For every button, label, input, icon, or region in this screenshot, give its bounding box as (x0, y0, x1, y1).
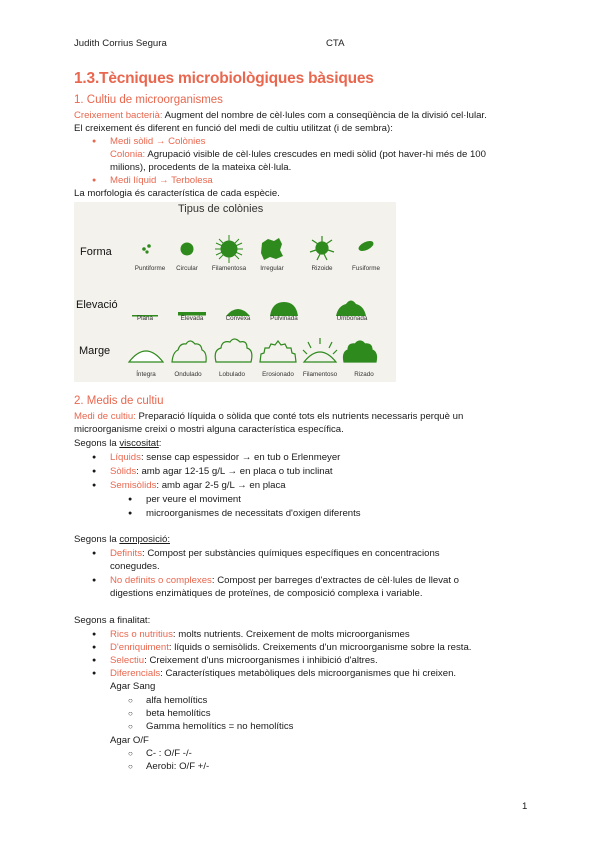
colonia-line1 (110, 148, 486, 162)
semi-sub2: ● microorganismes de necessitats d'oxigen diferents (146, 507, 361, 521)
nodef-line2: digestions enzimàtiques de proteïnes, de composició complexa i variable. (110, 588, 423, 599)
enr-term: D'enriquiment (110, 642, 169, 653)
colony-figure-svg (74, 202, 396, 382)
caption-filamentosa: Filamentosa (211, 265, 247, 272)
nodef-term: No definits o complexes (110, 575, 212, 586)
figure-row-elevacio: Elevació (76, 299, 118, 311)
liquids-term: Líquids (110, 452, 141, 463)
caption-filamentoso: Filamentoso (302, 371, 338, 378)
header-subject: CTA (326, 38, 345, 49)
gamma-hemolitics: ○ Gamma hemolítics = no hemolítics (146, 720, 293, 734)
caption-fusiforme: Fusiforme (352, 265, 380, 272)
section2-def-line1 (74, 410, 463, 424)
section1-line2: El creixement és diferent en funció del medi de cultiu utilitzat (i de sembra): (74, 123, 393, 134)
section1-definition (74, 109, 487, 123)
solids-term: Sòlids (110, 466, 137, 477)
bullet-medi-solid: ● Medi sòlid → Colònies (110, 135, 205, 149)
def-text: Augment del nombre de cèl·lules com a conseqüència de la divisió cel·lular. (162, 110, 487, 121)
agar-of: Agar O/F (110, 735, 149, 746)
colony-types-figure (74, 202, 396, 382)
nodef-text1: : Compost per barreges d'extractes de cèl·lules de llevat o (211, 575, 459, 586)
shape-fusiforme (357, 239, 375, 253)
finalitat-intro: Segons a finalitat: (74, 615, 151, 626)
alfa-hemolitics: ○ alfa hemolítics (146, 694, 207, 708)
colonia-text1: Agrupació visible de cèl·lules crescudes en medi sòlid (pot haver-hi més de 100 (145, 149, 486, 160)
visc-intro-text: Segons la (74, 438, 120, 449)
visc-colon: : (158, 438, 162, 449)
comp-word: composició: (119, 534, 170, 545)
shape-filamentoso (303, 338, 337, 362)
aerobi: ○ Aerobi: O/F +/- (146, 760, 209, 774)
bullet-solids (110, 465, 333, 479)
colonia-line2: milions), procedents de la mateixa cèl·lula. (110, 162, 292, 173)
beta-hemolitics: ○ beta hemolítics (146, 707, 211, 721)
shape-circular (181, 243, 194, 256)
enr-text: : líquids o semisòlids. Creixements d'un microorganisme sobre la resta. (168, 642, 472, 653)
figure-row-forma: Forma (80, 246, 112, 258)
figure-title: Tipus de colònies (178, 203, 264, 215)
header-author: Judith Corrius Segura (74, 38, 167, 49)
shape-lobulado (215, 339, 252, 362)
dif-text: : Característiques metabòliques dels microorganismes que hi creixen. (160, 668, 457, 679)
shape-integra (129, 351, 163, 362)
semi-term: Semisòlids (110, 480, 157, 491)
visc-word: viscositat (119, 438, 159, 449)
caption-rizoide: Rizoide (311, 265, 333, 272)
section2-def-line2: microorganisme creixi o mostri alguna característica específica. (74, 424, 344, 435)
bullet-no-definits (110, 574, 459, 588)
agar-sang: Agar Sang (110, 681, 156, 692)
caption-lobulado: Lobulado (219, 371, 245, 378)
c-minus: ○ C- : O/F -/- (146, 747, 192, 761)
bullet-semisolids (110, 479, 286, 493)
caption-rizado: Rizado (354, 371, 374, 378)
rics-text: : molts nutrients. Creixement de molts microorganismes (172, 629, 410, 640)
bullet-enriquiment (110, 641, 471, 655)
caption-integra: Íntegra (136, 371, 156, 378)
shape-rizoide (310, 236, 334, 260)
rics-term: Rics o nutritius (110, 629, 173, 640)
def-term: Creixement bacterià: (74, 110, 163, 121)
page-title: 1.3.Tècniques microbiològiques bàsiques (74, 70, 374, 87)
colonia-term: Colonia: (110, 149, 146, 160)
definits-text1: : Compost per substàncies químiques específiques en concentracions (142, 548, 440, 559)
caption-umbonada: Umbonada (336, 315, 368, 322)
caption-convexa: Convexa (225, 315, 251, 322)
shape-puntiforme-2 (147, 244, 151, 248)
caption-ondulado: Ondulado (174, 371, 202, 378)
sel-text: : Creixement d'uns microorganismes i inhibició d'altres. (144, 655, 378, 666)
definits-term: Definits (110, 548, 142, 559)
caption-irregular: Irregular (260, 265, 284, 272)
section2-heading: 2. Medis de cultiu (74, 395, 164, 407)
sel-term: Selectiu (110, 655, 145, 666)
caption-pulvinada: Pulvinada (270, 315, 298, 322)
semi-sub1: ● per veure el moviment (146, 493, 241, 507)
shape-rizado (344, 341, 377, 362)
medi-cultiu-term: Medi de cultiu: (74, 411, 136, 422)
bullet-rics (110, 628, 410, 642)
shape-erosionado (260, 341, 296, 362)
dif-term: Diferencials (110, 668, 161, 679)
medi-cultiu-text1: Preparació líquida o sòlida que conté tots els nutrients necessaris perquè un (135, 411, 464, 422)
bullet-diferencials (110, 667, 456, 681)
definits-line2: conegudes. (110, 561, 160, 572)
shape-filamentosa (215, 235, 243, 263)
bullet-definits (110, 547, 440, 561)
section1-heading: 1. Cultiu de microorganismes (74, 94, 223, 106)
caption-puntiforme: Puntiforme (134, 265, 166, 272)
comp-intro-text: Segons la (74, 534, 120, 545)
caption-plana: Plana (136, 315, 154, 322)
page-number: 1 (522, 801, 528, 812)
composicio-intro (74, 533, 170, 547)
shape-ondulado (172, 341, 206, 362)
shape-irregular (261, 238, 283, 260)
figure-row-marge: Marge (79, 345, 111, 357)
morfologia-line: La morfologia és característica de cada espècie. (74, 188, 280, 199)
liquids-text: : sense cap espessidor → en tub o Erlenmeyer (140, 452, 341, 463)
bullet-liquids (110, 451, 340, 465)
bullet-medi-liquid: ● Medi líquid → Terbolesa (110, 174, 213, 188)
semi-text: : amb agar 2-5 g/L → en placa (156, 480, 286, 491)
solids-text: : amb agar 12-15 g/L → en placa o tub inclinat (136, 466, 333, 477)
shape-puntiforme (142, 247, 146, 251)
bullet-selectiu (110, 654, 378, 668)
caption-elevada: Elevada (180, 315, 204, 322)
shape-puntiforme-3 (145, 250, 148, 253)
caption-erosionado: Erosionado (262, 371, 294, 378)
caption-circular: Circular (176, 265, 198, 272)
viscositat-intro (74, 437, 161, 451)
